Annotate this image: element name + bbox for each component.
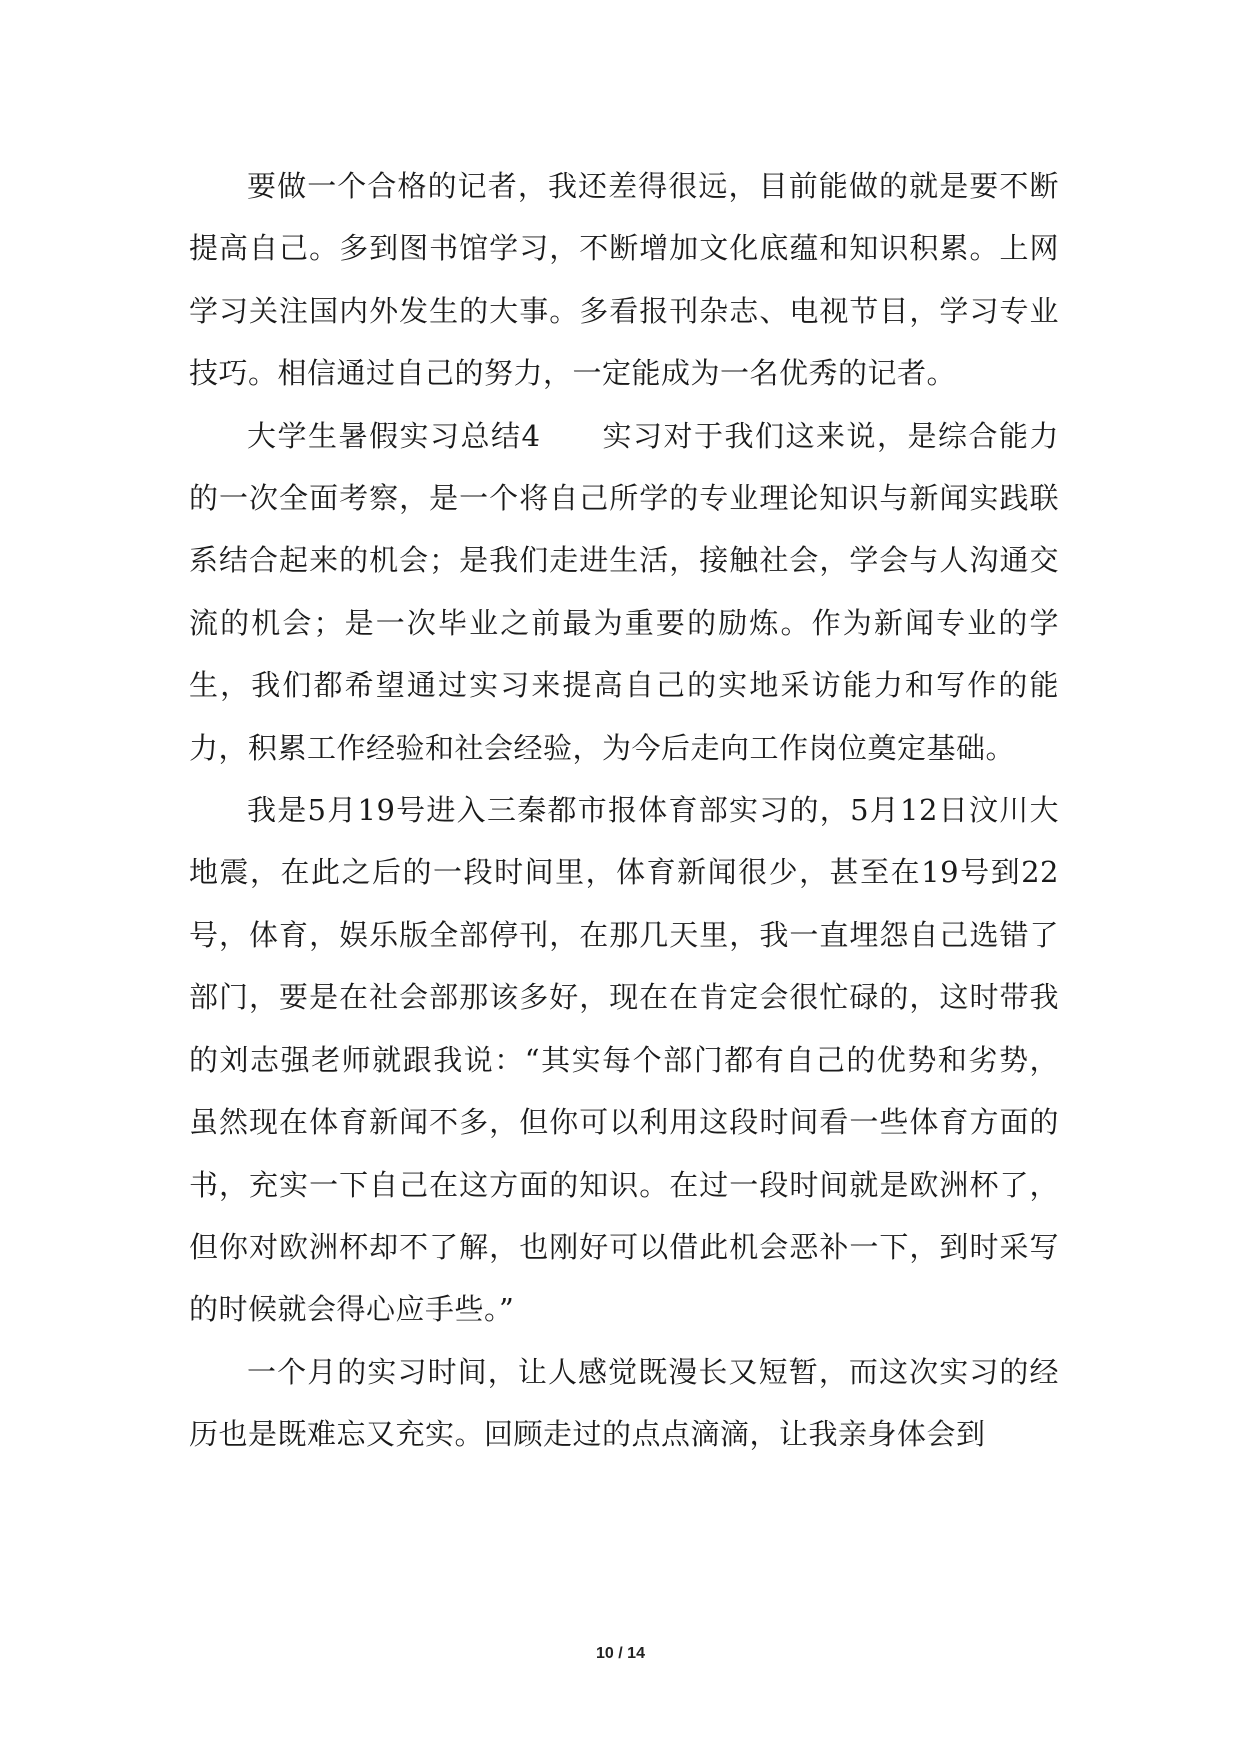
paragraph-1: 要做一个合格的记者，我还差得很远，目前能做的就是要不断提高自己。多到图书馆学习，不断增加文化底蕴和知识积累。上网学习关注国内外发生的大事。多看报刊杂志、电视节目，学习专业技巧。相信通过自己的努力，一定能成为一名优秀的记者。 bbox=[189, 169, 1059, 391]
paragraph-2: 大学生暑假实习总结4 实习对于我们这来说，是综合能力的一次全面考察，是一个将自己所学的专业理论知识与新闻实践联系结合起来的机会；是我们走进生活，接触社会，学会与人沟通交流的机会；是一次毕业之前最为重要的励炼。作为新闻专业的学生，我们都希望通过实习来提高自己的实地采访能力和写作的能力，积累工作经验和社会经验，为今后走向工作岗位奠定基础。 bbox=[189, 418, 1059, 765]
paragraph-4: 一个月的实习时间，让人感觉既漫长又短暂，而这次实习的经历也是既难忘又充实。回顾走过的点点滴滴，让我亲身体会到 bbox=[189, 1354, 1059, 1452]
page-number: 10 / 14 bbox=[596, 1645, 645, 1662]
paragraph-3: 我是5月19号进入三秦都市报体育部实习的，5月12日汶川大地震，在此之后的一段时间里，体育新闻很少，甚至在19号到22号，体育，娱乐版全部停刊，在那几天里，我一直埋怨自己选错了部门，要是在社会部那该多好，现在在肯定会很忙碌的，这时带我的刘志强老师就跟我说：“其实每个部门都有自己的优势和劣势，虽然现在体育新闻不多，但你可以利用这段时间看一些体育方面的书，充实一下自己在这方面的知识。在过一段时间就是欧洲杯了，但你对欧洲杯却不了解，也刚好可以借此机会恶补一下，到时采写的时候就会得心应手些。” bbox=[189, 793, 1059, 1327]
body-text bbox=[189, 155, 1059, 1466]
